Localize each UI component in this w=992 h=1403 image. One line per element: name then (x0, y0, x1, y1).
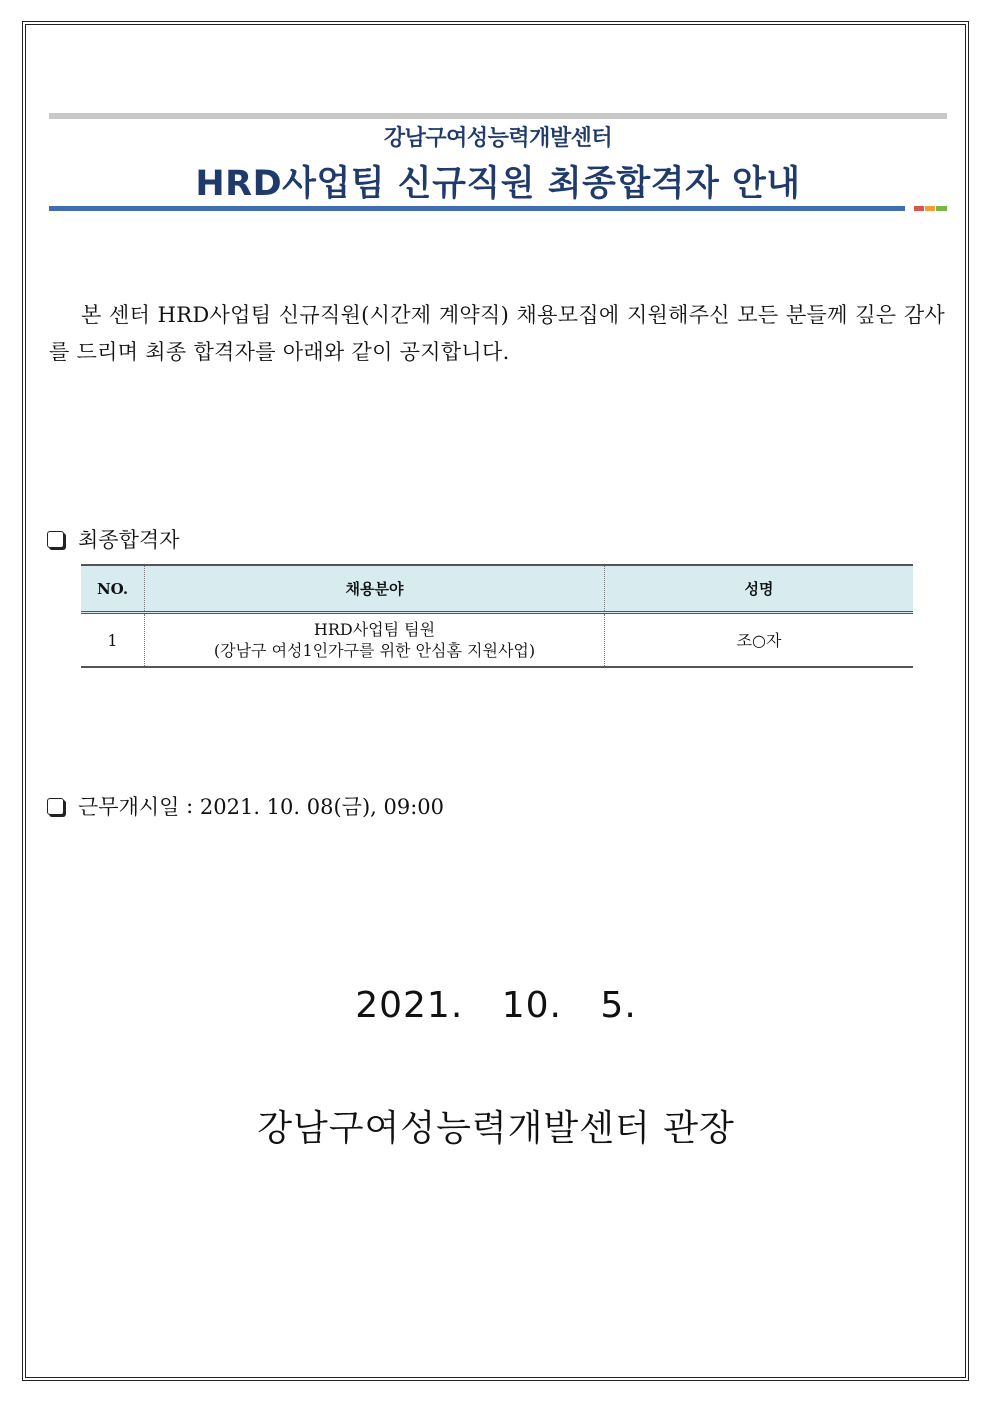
cell-field-line2: (강남구 여성1인가구를 위한 안심홈 지원사업) (213, 641, 536, 660)
cell-field-line1: HRD사업팀 팀원 (313, 620, 436, 639)
start-date-separator: : (179, 794, 200, 818)
cell-name: 조○자 (605, 613, 914, 668)
cell-field (145, 613, 605, 668)
accent-green (936, 206, 947, 211)
start-date-line (47, 791, 444, 821)
signer: 강남구여성능력개발센터 관장 (257, 1108, 735, 1149)
start-date-value: 2021. 10. 08(금), 09:00 (199, 795, 445, 819)
page-border-inner (25, 24, 966, 1378)
header-no: NO. (81, 565, 145, 613)
results-table (81, 564, 913, 668)
header-name: 성명 (605, 565, 914, 613)
intro-paragraph (49, 297, 945, 371)
header-bottom-rule (49, 206, 905, 211)
final-section-heading (47, 524, 179, 554)
table-row (81, 613, 913, 668)
accent-orange (925, 206, 935, 211)
cell-no: 1 (81, 613, 145, 668)
header-field: 채용분야 (145, 565, 605, 613)
intro-text: 본 센터 HRD사업팀 신규직원(시간제 계약직) 채용모집에 지원해주신 모든 분들께 깊은 감사를 드리며 최종 합격자를 아래와 같이 공지합니다. (49, 303, 945, 364)
checkbox-square-icon (47, 798, 64, 815)
start-date-label: 근무개시일 (78, 795, 180, 819)
header-top-rule (49, 113, 947, 119)
accent-red (914, 206, 924, 211)
org-name: 강남구여성능력개발센터 (383, 126, 613, 151)
final-section-label: 최종합격자 (78, 528, 180, 552)
checkbox-square-icon (47, 531, 64, 548)
page-title: HRD사업팀 신규직원 최종합격자 안내 (195, 164, 801, 204)
table-header-row (81, 565, 913, 613)
notice-date: 2021. 10. 5. (355, 985, 637, 1026)
